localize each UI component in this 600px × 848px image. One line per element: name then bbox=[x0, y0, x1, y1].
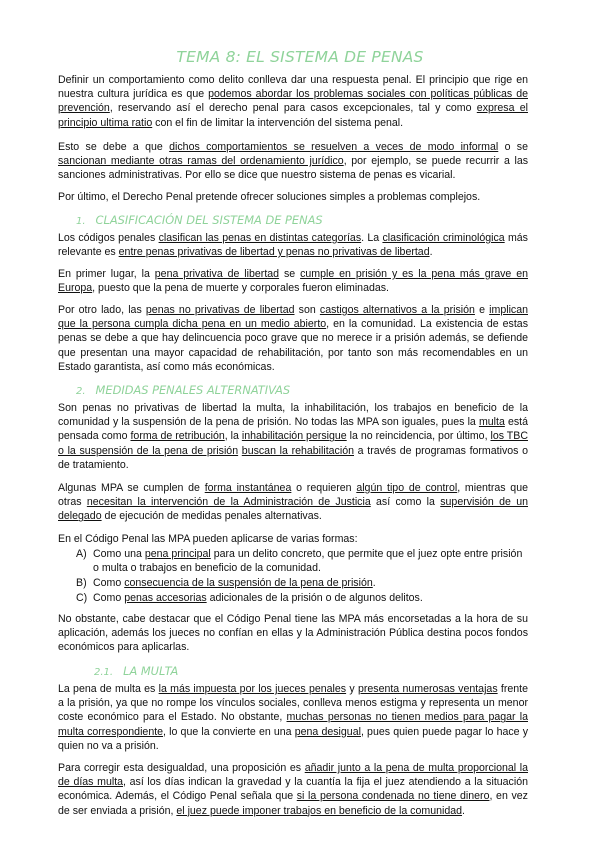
paragraph-mpa-limits: No obstante, cabe destacar que el Código Penal tiene las MPA más encorsetadas a la hora de su aplicación, además los jueces no confían en ellas y la Administración Pública destina pocos fondos económicos para aplicarlas. bbox=[58, 613, 528, 654]
paragraph-classification: Los códigos penales clasifican las penas en distintas categorías. La clasificación criminológica más relevante es entre penas privativas de libertad y penas no privativas de libertad. bbox=[58, 232, 528, 259]
section-heading-2-1: 2.1. LA MULTA bbox=[94, 664, 179, 678]
paragraph-forms-intro: En el Código Penal las MPA pueden aplicarse de varias formas: bbox=[58, 533, 358, 545]
paragraph-mpa-control: Algunas MPA se cumplen de forma instantánea o requieren algún tipo de control, mientras que otras necesitan la intervención de la Administración de Justicia así como la supervisión de un delegado de ejecución de medidas penales alternativas. bbox=[58, 482, 528, 523]
paragraph-vicarial: Esto se debe a que dichos comportamientos se resuelven a veces de modo informal o se sancionan mediante otras ramas del ordenamiento jurídico, por ejemplo, se puede recurrir a las sanciones administrativas. Por ello se dice que nuestro sistema de penas es vicarial. bbox=[58, 141, 529, 182]
paragraph-intro: Definir un comportamiento como delito conlleva dar una respuesta penal. El principio que rige en nuestra cultura jurídica es que podemos abordar los problemas sociales con políticas públicas de prevención, reservando así el derecho penal para casos excepcionales, tal y como expresa el principio ultima ratio con el fin de limitar la intervención del sistema penal. bbox=[58, 74, 528, 129]
section-heading-2: 2. MEDIDAS PENALES ALTERNATIVAS bbox=[76, 383, 291, 397]
paragraph-non-privative: Por otro lado, las penas no privativas de libertad son castigos alternativos a la prisión e implican que la persona cumpla dicha pena en un medio abierto, en la comunidad. La existencia de estas penas se debe a que hay delincuencia poco grave que no merece ir a prisión además, se defiende que presentan una mayor capacidad de rehabilitación, por tanto son más recomendables en un Estado garantista, así como más económicas. bbox=[58, 304, 528, 373]
document-page: TEMA 8: EL SISTEMA DE PENAS Definir un comportamiento como delito conlleva dar una respuesta penal. El principio que rige en nuestra cultura jurídica es que podemos abordar los problemas sociales con políticas públicas de prevención, reservando así el derecho penal para casos excepcionales, tal y como expresa el principio ultima ratio con el fin de limitar la intervención del sistema penal. Esto se debe a que dichos comportamientos se resuelven a veces de modo informal o se sancionan mediante otras ramas del ordenamiento jurídico, por ejemplo, se puede recurrir a las sanciones administrativas. Por ello se dice que nuestro sistema de penas es vicarial. Por último, el Derecho Penal pretende ofrecer soluciones simples a problemas complejos. 1. CLASIFICACIÓN DEL SISTEMA DE PENAS Los códigos penales clasifican las penas en distintas categorías. La clasificación criminológica más relevante es entre penas privativas de libertad y penas no privativas de libertad. En primer lugar, la pena privativa de libertad se cumple en prisión y es la pena más grave en Europa, puesto que la pena de muerte y corporales fueron eliminadas. Por otro lado, las penas no privativas de libertad son castigos alternativos a la prisión e implican que la persona cumpla dicha pena en un medio abierto, en la comunidad. La existencia de estas penas se debe a que hay delincuencia poco grave que no merece ir a prisión además, se defiende que presentan una mayor capacidad de rehabilitación, por tanto son más recomendables en un Estado garantista, así como más económicas. 2. MEDIDAS PENALES ALTERNATIVAS Son penas no privativas de libertad la multa, la inhabilitación, los trabajos en beneficio de la comunidad y la suspensión de la pena de prisión. No todas las MPA son iguales, pues la multa está pensada como forma de retribución, la inhabilitación persigue la no reincidencia, por último, los TBC o la suspensión de la pena de prisión buscan la rehabilitación a través de programas formativos o de tratamiento. Algunas MPA se cumplen de forma instantánea o requieren algún tipo de control, mientras que otras necesitan la intervención de la Administración de Justicia así como la supervisión de un delegado de ejecución de medidas penales alternativas. En el Código Penal las MPA pueden aplicarse de varias formas: A) Como una pena principal para un delito concreto, que permite que el juez opte entre prisión o multa o trabajos en beneficio de la comunidad. B) Como consecuencia de la suspensión de la pena de prisión. C) Como penas accesorias adicionales de la prisión o de algunos delitos. No obstante, cabe destacar que el Código Penal tiene las MPA más encorsetadas a la hora de su aplicación, además los jueces no confían en ellas y la Administración Pública destina pocos fondos económicos para aplicarlas. 2.1. LA MULTA La pena de multa es la más impuesta por los jueces penales y presenta numerosas ventajas frente a la prisión, ya que no rompe los vínculos sociales, conlleva menos estigma y representa un menor coste económico para el Estado. No obstante, muchas personas no tienen medios para pagar la multa correspondiente, lo que la convierte en una pena desigual, pues quien puede pagar lo hace y quien no va a prisión. Para corregir esta desigualdad, una proposición es añadir junto a la pena de multa proporcional la de días multa, así los días indican la gravedad y la cuantía la fija el juez atendiendo a la situación económica. Además, el Código Penal señala que si la persona condenada no tiene dinero, en vez de ser enviada a prisión, el juez puede imponer trabajos en beneficio de la comunidad. bbox=[0, 0, 600, 848]
paragraph-conclusion: Por último, el Derecho Penal pretende ofrecer soluciones simples a problemas complejos. bbox=[58, 191, 481, 203]
paragraph-privative: En primer lugar, la pena privativa de libertad se cumple en prisión y es la pena más grave en Europa, puesto que la pena de muerte y corporales fueron eliminadas. bbox=[58, 268, 528, 295]
section-heading-1: 1. CLASIFICACIÓN DEL SISTEMA DE PENAS bbox=[76, 213, 323, 227]
page-title: TEMA 8: EL SISTEMA DE PENAS bbox=[176, 48, 424, 66]
paragraph-multa: La pena de multa es la más impuesta por los jueces penales y presenta numerosas ventajas frente a la prisión, ya que no rompe los vínculos sociales, conlleva menos estigma y representa un menor coste económico para el Estado. No obstante, muchas personas no tienen medios para pagar la multa correspondiente, lo que la convierte en una pena desigual, pues quien puede pagar lo hace y quien no va a prisión. bbox=[58, 683, 528, 752]
paragraph-dias-multa: Para corregir esta desigualdad, una proposición es añadir junto a la pena de multa proporcional la de días multa, así los días indican la gravedad y la cuantía la fija el juez atendiendo a la situación económica. Además, el Código Penal señala que si la persona condenada no tiene dinero, en vez de ser enviada a prisión, el juez puede imponer trabajos en beneficio de la comunidad. bbox=[58, 762, 528, 817]
paragraph-mpa-types: Son penas no privativas de libertad la multa, la inhabilitación, los trabajos en beneficio de la comunidad y la suspensión de la pena de prisión. No todas las MPA son iguales, pues la multa está pensada como forma de retribución, la inhabilitación persigue la no reincidencia, por último, los TBC o la suspensión de la pena de prisión buscan la rehabilitación a través de programas formativos o de tratamiento. bbox=[58, 402, 529, 471]
